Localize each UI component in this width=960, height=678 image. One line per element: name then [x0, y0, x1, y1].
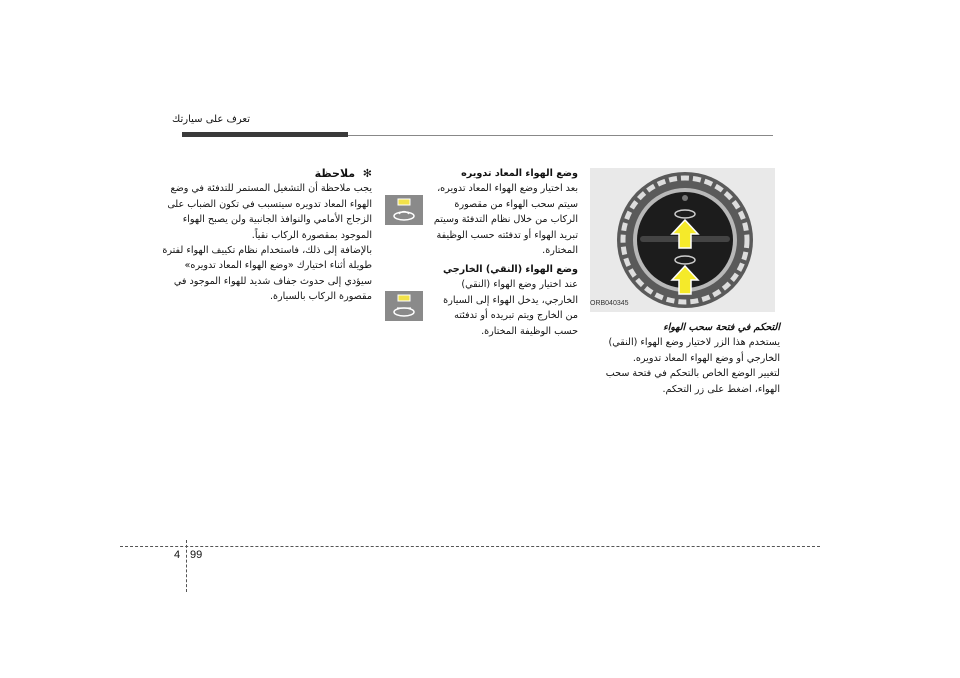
note-paragraph-1: يجب ملاحظة أن التشغيل المستمر للتدفئة في وضع الهواء المعاد تدويره سيتسبب في تكون الضباب على الزجاج الأمامي والنوافذ الجانبية ولن يصبح الهواء الموجود بمقصورة الركاب نقياً.: [167, 183, 372, 241]
note-section: [160, 166, 372, 305]
header-rule: [348, 135, 773, 136]
header-bar: [182, 132, 348, 137]
recirculated-body: بعد اختيار وضع الهواء المعاد تدويره، سيتم سحب الهواء من مقصورة الركاب من خلال نظام التدفئة وسيتم تبريد الهواء أو تدفئته حسب الوظيفة المختارة.: [433, 183, 578, 257]
section-title: تعرف على سيارتك: [172, 114, 250, 125]
intake-body-2: لتغيير الوضع الخاص بالتحكم في فتحة سحب الهواء، اضغط على زر التحكم.: [605, 368, 780, 395]
air-intake-control-figure: [590, 168, 775, 312]
intake-body-1: يستخدم هذا الزر لاختيار وضع الهواء (النقي) الخارجي أو وضع الهواء المعاد تدويره.: [608, 337, 780, 364]
footer-divider: [186, 540, 187, 592]
fresh-air-indicator-icon: [385, 291, 423, 321]
recirculation-indicator-icon: [385, 195, 423, 225]
note-paragraph-2: بالإضافة إلى ذلك، فاستخدام نظام تكييف الهواء لفترة طويلة أثناء اختيارك «وضع الهواء المعاد تدويره» سيؤدي إلى حدوث جفاف شديد للهواء الموجود في مقصورة الركاب بالسيارة.: [162, 245, 372, 303]
chapter-number: 4: [174, 549, 181, 561]
note-heading: [160, 166, 372, 181]
asterisk-icon: ✻: [362, 167, 372, 180]
fresh-body: عند اختيار وضع الهواء (النقي) الخارجي، يدخل الهواء إلى السيارة من الخارج ويتم تبريده أو تدفئته حسب الوظيفة المختارة.: [443, 279, 578, 337]
recirculated-title: وضع الهواء المعاد تدويره: [461, 168, 578, 179]
intake-section: [580, 320, 780, 397]
note-title: ملاحظة: [314, 167, 356, 180]
page-number: 99: [190, 549, 203, 561]
fresh-title: وضع الهواء (النقي) الخارجي: [443, 264, 578, 275]
recirculated-section: [385, 166, 578, 258]
figure-code: ORB040345: [590, 300, 629, 307]
footer-rule: [120, 546, 820, 547]
intake-title: التحكم في فتحة سحب الهواء: [663, 322, 780, 333]
fresh-section: [385, 262, 578, 339]
